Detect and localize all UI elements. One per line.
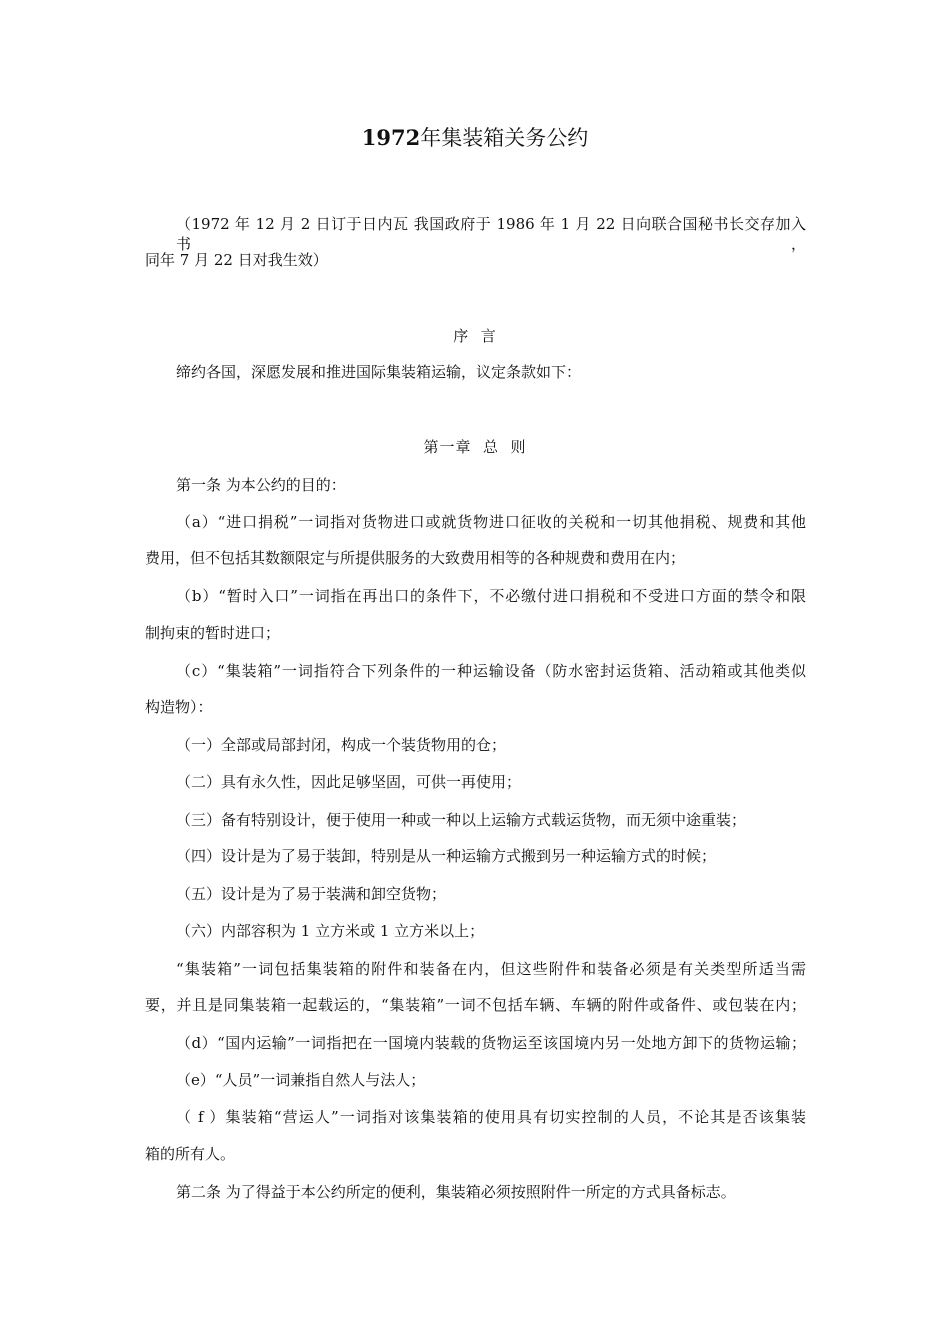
document-title <box>0 124 950 152</box>
clause-d: （d）“国内运输”一词指把在一国境内装载的货物运至该国境内另一处地方卸下的货物运输； <box>176 1034 806 1052</box>
clause-c-item6: （六）内部容积为 1 立方米或 1 立方米以上； <box>176 922 485 940</box>
clause-c-item5: （五）设计是为了易于装满和卸空货物； <box>176 885 447 903</box>
clause-c-item4: （四）设计是为了易于装卸，特别是从一种运输方式搬到另一种运输方式的时候； <box>176 847 717 865</box>
preamble-heading: 序 言 <box>453 327 497 345</box>
clause-c-item1: （一）全部或局部封闭，构成一个装货物用的仓； <box>176 736 507 754</box>
clause-a-line1: （a）“进口捐税”一词指对货物进口或就货物进口征收的关税和一切其他捐税、规费和其他 <box>176 513 806 531</box>
clause-b-line1: （b）“暂时入口”一词指在再出口的条件下，不必缴付进口捐税和不受进口方面的禁令和限 <box>176 587 806 605</box>
clause-a-line2: 费用，但不包括其数额限定与所提供服务的大致费用相等的各种规费和费用在内； <box>145 549 686 567</box>
clause-f-line1: （ f ）集装箱“营运人”一词指对该集装箱的使用具有切实控制的人员，不论其是否该集装 <box>176 1108 806 1126</box>
clause-c-note-line1: “集装箱”一词包括集装箱的附件和装备在内，但这些附件和装备必须是有关类型所适当需 <box>176 960 806 978</box>
clause-c-item3: （三）备有特别设计，便于使用一种或一种以上运输方式载运货物，而无须中途重装； <box>176 811 747 829</box>
clause-c-line2: 构造物）： <box>145 698 213 716</box>
title-text: 年集装箱关务公约 <box>420 126 589 150</box>
preamble-text: 缔约各国，深愿发展和推进国际集装箱运输，议定条款如下： <box>176 363 582 381</box>
intro-paragraph-line1: （1972 年 12 月 2 日订于日内瓦 我国政府于 1986 年 1 月 22 日向联合国秘书长交存加入书， <box>176 215 806 253</box>
article2: 第二条 为了得益于本公约所定的便利，集装箱必须按照附件一所定的方式具备标志。 <box>176 1183 736 1201</box>
clause-c-item2: （二）具有永久性，因此足够坚固，可供一再使用； <box>176 773 522 791</box>
article1-intro: 第一条 为本公约的目的： <box>176 476 346 494</box>
clause-f-line2: 箱的所有人。 <box>145 1145 236 1163</box>
clause-b-line2: 制拘束的暂时进口； <box>145 624 281 642</box>
clause-c-note-line2: 要，并且是同集装箱一起载运的，“集装箱”一词不包括车辆、车辆的附件或备件、或包装在内； <box>145 996 806 1014</box>
chapter1-heading: 第一章 总 则 <box>423 438 527 456</box>
title-year: 1972 <box>361 125 421 150</box>
intro-paragraph-line2: 同年 7 月 22 日对我生效） <box>145 251 328 269</box>
clause-e: （e）“人员”一词兼指自然人与法人； <box>176 1071 426 1089</box>
clause-c-line1: （c）“集装箱”一词指符合下列条件的一种运输设备（防水密封运货箱、活动箱或其他类似 <box>176 662 806 680</box>
